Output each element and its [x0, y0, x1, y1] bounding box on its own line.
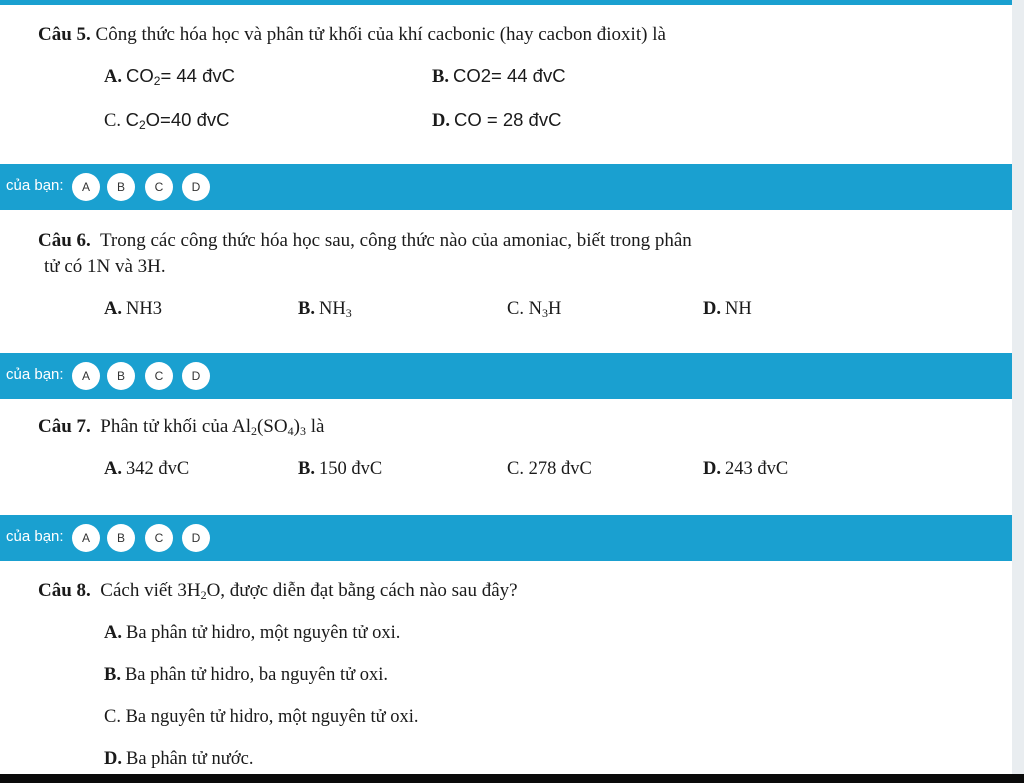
- q6-option-b: B. $NH_3$: [298, 299, 352, 320]
- q8-option-c: C. Ba nguyên tử hidro, một nguyên tử oxi.: [104, 707, 419, 727]
- question-5-number: Câu 5.: [38, 24, 91, 45]
- q6-option-c: C. $N_3H$: [507, 299, 562, 320]
- question-5: [38, 20, 666, 50]
- q7-option-a: A. 342 đvC: [104, 459, 190, 479]
- question-8-number: Câu 8.: [38, 580, 91, 601]
- q7-option-c: C. 278 đvC: [507, 459, 592, 479]
- q5-option-d: D. CO = 28 đvC: [432, 109, 562, 131]
- q6-choice-a[interactable]: A: [72, 362, 100, 390]
- q5-choice-d[interactable]: D: [182, 173, 210, 201]
- answer-label: của bạn:: [6, 366, 64, 383]
- answer-bar-q6: [0, 353, 1012, 399]
- question-7-number: Câu 7.: [38, 416, 91, 437]
- question-6-text-line2: tử có 1N và 3H.: [44, 256, 166, 277]
- q7-option-d: D. 243 đvC: [703, 459, 789, 479]
- question-7-text: Phân tử khối của $Al_2(SO_4)_3$ là: [100, 416, 325, 438]
- answer-bar-q7: [0, 515, 1012, 561]
- q5-option-a: A. $CO_2= 44$ đvC: [104, 65, 235, 88]
- question-8-text: Cách viết $3H_2O$, được diễn đạt bằng cách nào sau đây?: [100, 580, 518, 602]
- q5-option-b: B. CO2= 44 đvC: [432, 65, 566, 87]
- q5-choice-c[interactable]: C: [145, 173, 173, 201]
- q7-choice-c[interactable]: C: [145, 524, 173, 552]
- question-8: [38, 576, 518, 606]
- answer-label: của bạn:: [6, 528, 64, 545]
- question-5-text: Công thức hóa học và phân tử khối của khí cacbonic (hay cacbon đioxit) là: [95, 24, 666, 45]
- answer-label: của bạn:: [6, 177, 64, 194]
- q7-option-b: B. 150 đvC: [298, 459, 383, 479]
- q7-choice-b[interactable]: B: [107, 524, 135, 552]
- page-right-edge: [1012, 0, 1024, 783]
- bottom-bar: [0, 774, 1024, 783]
- question-6-text-line1: Trong các công thức hóa học sau, công thức nào của amoniac, biết trong phân: [99, 230, 692, 251]
- q8-option-b: B. Ba phân tử hidro, ba nguyên tử oxi.: [104, 665, 389, 685]
- q5-choice-a[interactable]: A: [72, 173, 100, 201]
- q6-option-a: A. NH3: [104, 299, 162, 319]
- top-accent-bar: [0, 0, 1024, 5]
- q7-choice-a[interactable]: A: [72, 524, 100, 552]
- q6-choice-d[interactable]: D: [182, 362, 210, 390]
- q7-choice-d[interactable]: D: [182, 524, 210, 552]
- question-6-number: Câu 6.: [38, 230, 91, 251]
- answer-bar-q5: [0, 164, 1012, 210]
- q6-choice-b[interactable]: B: [107, 362, 135, 390]
- q8-option-a: A. Ba phân tử hidro, một nguyên tử oxi.: [104, 623, 401, 643]
- question-7: [38, 412, 324, 442]
- q5-option-c: C. $C_2O=40$ đvC: [104, 109, 230, 132]
- q6-option-d: D. NH: [703, 299, 752, 319]
- q6-choice-c[interactable]: C: [145, 362, 173, 390]
- q8-option-d: D. Ba phân tử nước.: [104, 749, 254, 769]
- q5-choice-b[interactable]: B: [107, 173, 135, 201]
